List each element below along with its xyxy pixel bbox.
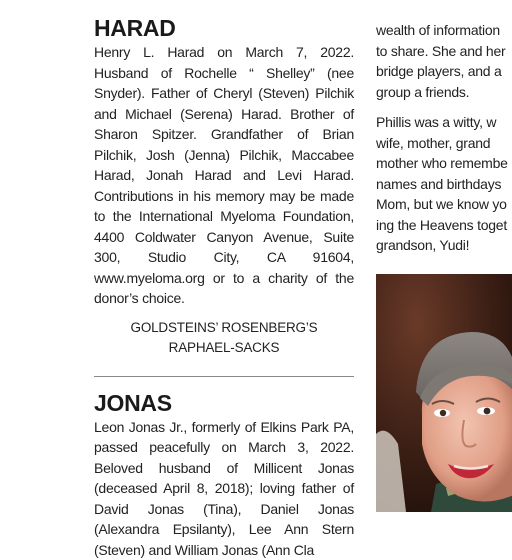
text-line: ing the Heavens toget bbox=[376, 215, 512, 236]
obituary-harad bbox=[94, 14, 354, 358]
text-line: Mom, but we know yo bbox=[376, 194, 512, 215]
text-line: wife, mother, grand bbox=[376, 133, 512, 154]
text-line: names and birthdays bbox=[376, 174, 512, 195]
text-line: grandson, Yudi! bbox=[376, 235, 512, 256]
obituary-text: Henry L. Harad on March 7, 2022. Husband of Rochelle “ Shelley” (nee Snyder). Father of Cheryl (Steven) Pilchik and Michael (Serena) Harad. Brother of Sharon Spitzer. Grandfather of Brian Pilchik, Josh (Jenna) Pilchik, Maccabee Harad, Jonah Harad and Levi Harad. Contributions in his memory may be made to the International Myeloma Foundation, 4400 Coldwater Canyon Avenue, Suite 300, Studio City, CA 91604, www.myeloma.org or to a charity of the donor’s choice. bbox=[94, 42, 354, 309]
funeral-home bbox=[94, 318, 354, 358]
text-line: mother who remembe bbox=[376, 153, 512, 174]
paragraph-gap bbox=[376, 102, 512, 112]
portrait-image bbox=[376, 274, 512, 512]
text-line: to share. She and her bbox=[376, 41, 512, 62]
funeral-home-line: RAPHAEL-SACKS bbox=[94, 338, 354, 358]
obituary-text: Leon Jonas Jr., formerly of Elkins Park PA, passed peacefully on March 3, 2022. Beloved husband of Millicent Jonas (deceased April 8, 2018); loving father of David Jonas (Tina), Daniel Jonas (Alexandra Epsilanty), Lee Ann Stern (Steven) and William Jonas (Ann Cla bbox=[94, 417, 354, 560]
text-line: wealth of information bbox=[376, 20, 512, 41]
text-line: group a friends. bbox=[376, 82, 512, 103]
left-column bbox=[94, 14, 354, 560]
obituary-name: HARAD bbox=[94, 14, 354, 42]
right-column bbox=[376, 20, 512, 279]
text-line: Phillis was a witty, w bbox=[376, 112, 512, 133]
text-line: bridge players, and a bbox=[376, 61, 512, 82]
obituary-jonas bbox=[94, 389, 354, 560]
portrait-photo bbox=[376, 274, 512, 512]
obituary-continuation bbox=[376, 20, 512, 256]
obituary-name: JONAS bbox=[94, 389, 354, 417]
funeral-home-line: GOLDSTEINS’ ROSENBERG’S bbox=[94, 318, 354, 338]
divider bbox=[94, 376, 354, 377]
